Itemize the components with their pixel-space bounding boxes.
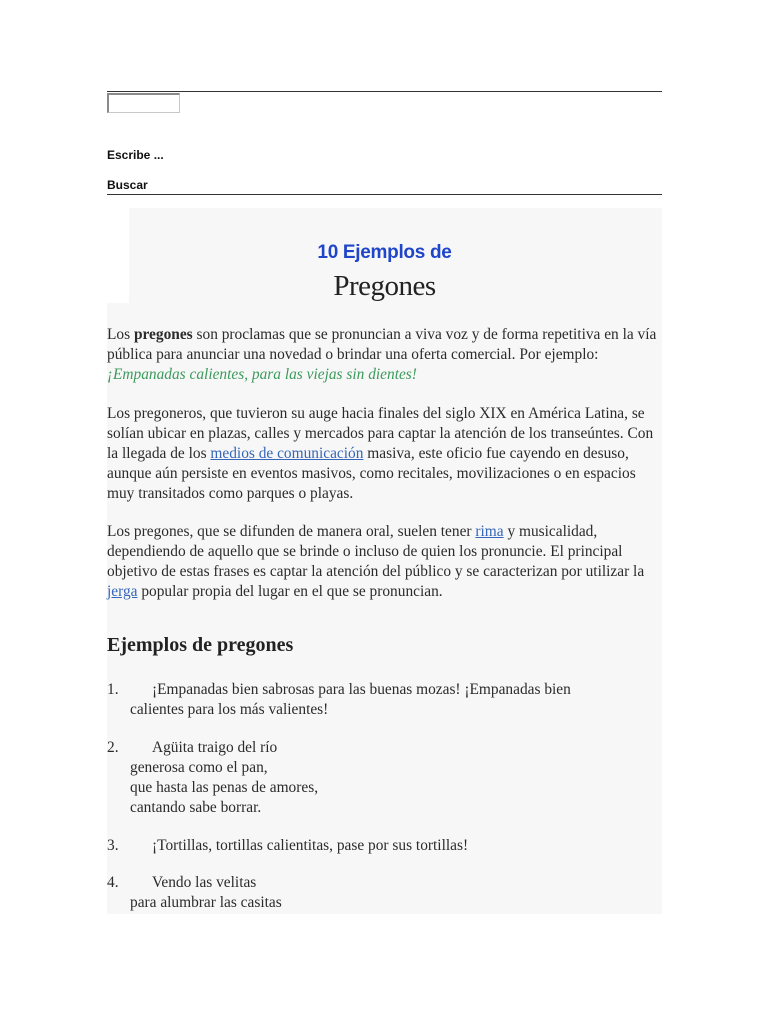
example-number: 2. [107,739,119,756]
examples-heading: Ejemplos de pregones [107,634,294,656]
example-first-line: Vendo las velitas [152,874,257,891]
intro-paragraph-3 [107,522,662,602]
example-first-line: ¡Empanadas bien sabrosas para las buenas mozas! ¡Empanadas bien [152,681,571,698]
p1-rest: son proclamas que se pronuncian a viva voz y de forma repetitiva en la vía pública para anunciar una novedad o brindar una oferta comercial. Por ejemplo: [107,326,657,363]
intro-paragraph-2 [107,404,662,504]
example-continuation: para alumbrar las casitas [130,894,282,911]
example-first-line: Agüita traigo del río [152,739,278,756]
article-content [107,208,662,914]
search-button[interactable]: Buscar [107,178,148,192]
example-continuation: generosa como el pan, que hasta las penas de amores, cantando sabe borrar. [130,759,319,816]
link-rima[interactable]: rima [475,523,504,540]
example-continuation: calientes para los más valientes! [130,701,329,718]
example-number: 4. [107,874,119,891]
p2-start: Los pregoneros, que tuvieron su auge hacia finales del siglo XIX en América Latina, se solían ubicar en plazas, calles y mercados para captar la atención de los transeúntes. Con la llegada de los [107,405,654,462]
example-first-line: ¡Tortillas, tortillas calientitas, pase por sus tortillas! [152,837,469,854]
p1-start: Los [107,326,134,343]
p3-mid: y musicalidad, dependiendo de aquello que se brinde o incluso de quien los pronuncie. El principal objetivo de estas frases es captar la atención del público y se caracterizan por utilizar la [107,523,645,580]
p2-end: masiva, este oficio fue cayendo en desuso, aunque aún persiste en eventos masivos, como recitales, movilizaciones o en espacios muy transitados como parques o playas. [107,445,636,502]
article-title-top: 10 Ejemplos de [317,242,452,263]
search-divider [107,194,662,195]
p1-bold-term: pregones [133,326,193,343]
article-title-main: Pregones [333,270,436,302]
link-medios-de-comunicacion[interactable]: medios de comunicación [210,445,364,462]
search-placeholder-label: Escribe ... [107,148,164,162]
p3-end: popular propia del lugar en el que se pronuncian. [137,583,443,600]
intro-paragraph-1 [107,325,662,385]
example-number: 1. [107,681,119,698]
p1-example-quote: ¡Empanadas calientes, para las viejas sin dientes! [107,366,417,383]
link-jerga[interactable]: jerga [107,583,138,600]
search-input[interactable] [107,93,180,113]
p3-start: Los pregones, que se difunden de manera oral, suelen tener [107,523,476,540]
top-divider [107,91,662,92]
example-number: 3. [107,837,119,854]
